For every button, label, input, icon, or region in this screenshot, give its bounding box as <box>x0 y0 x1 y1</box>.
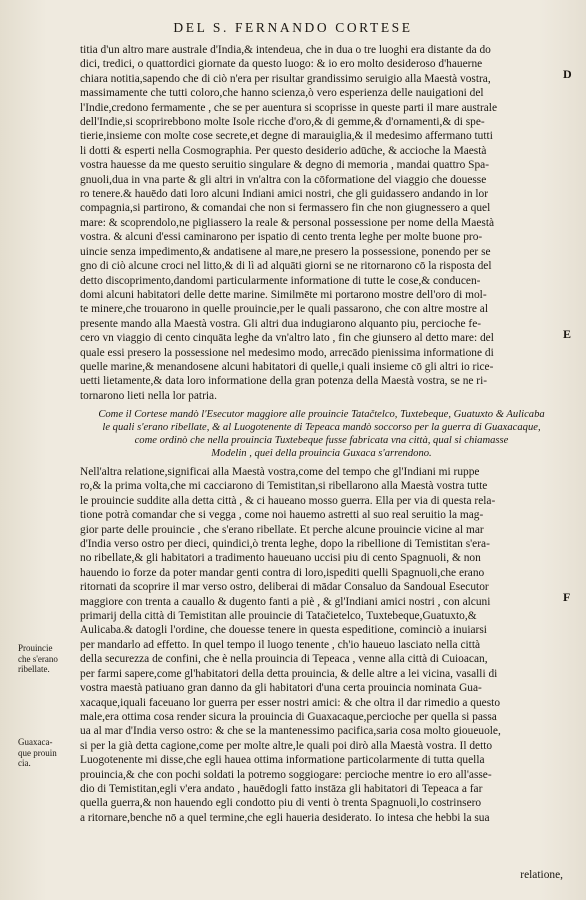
chapter-caption <box>80 408 563 460</box>
paragraph-2-line: della securezza de confini, che è nella prouincia di Tepeaca , venne alla città di Cuioacan, <box>80 653 488 666</box>
paragraph-1-line: mare: & scoprendolo,ne pigliassero la reale & personal possessione per nome della Maestà <box>80 216 495 229</box>
paragraph-2-line: hauendo io forze da poter mandar genti contra di loro,ispediti quelli Spagnuoli,che erano <box>80 566 485 579</box>
paragraph-1-line: domi alcuni habitatori delle dette marine. Similmēte mi portarono mostre dell'oro di mol- <box>80 288 487 301</box>
paragraph-2-line: Luogotenente mi disse,che egli hauea ottima informatione particolarmente di tutta quella <box>80 754 485 767</box>
paragraph-2-line: per mandarlo ad effetto. In quel tempo il luogo tenente , ch'io haueuo lasciato nella città <box>80 638 481 651</box>
paragraph-2-line: Nell'altra relatione,significai alla Maestà vostra,come del tempo che gl'Indiani mi ruppe <box>80 466 480 478</box>
margin-note-provinces <box>18 643 78 675</box>
paragraph-2-line: prouincia,& che con pochi soldati la potremo soggiogare: percioche mentre io ero all'asse- <box>80 768 492 781</box>
paragraph-1-line: l'Indie,credono fermamente , che se per auentura si scoprisse in queste parti il mare australe <box>80 101 498 114</box>
paragraph-1-line: titia d'un altro mare australe d'India,& intendeua, che in dua o tre luoghi era distante da do <box>80 44 491 56</box>
signature-mark-f: F <box>563 590 571 604</box>
paragraph-2-line: ua al mar d'India verso ostro: & che se la mantenessimo pacifica,saria cosa molto gioueuole, <box>80 725 501 738</box>
paragraph-1-line: te minere,che trouarono in quelle prouincie,per le quali passarono, che con altre mostre al <box>80 303 489 316</box>
catchword: relatione, <box>520 869 563 881</box>
running-title: DEL S. FERNANDO CORTESE <box>173 20 413 35</box>
paragraph-2-line: gior parte delle prouincie , che s'erano ribellate. Et perche alcune prouincie vicine al mar <box>80 523 484 536</box>
paragraph-1-line: gno di ciò alcune croci nel litto,& di lì ad alquāti giorni se ne ritornarono cō la risposta del <box>80 260 492 273</box>
caption-line: le quali s'erano ribellate, & al Luogotenente di Tepeaca mandò soccorso per la guerra di Guaxacaque, <box>102 422 541 433</box>
paragraph-1-line: dell'Indie,si scoprirebbono molte Isole ricche d'oro,& di gemme,& d'ornamenti,& di spe- <box>80 116 485 129</box>
paragraph-1-line: detto discoprimento,dandomi particularmente informatione di tutte le cose,& conducen- <box>80 274 481 287</box>
paragraph-1-line: tierie,insieme con molte cose secrete,et degne di marauiglia,& il medesimo affermano tutti <box>80 130 493 143</box>
caption-line: come ordinò che nella prouincia Tuxtebeque fusse fabricata vna città, qual si chiamasse <box>134 435 509 446</box>
paragraph-1-line: li dotti & esperti nella Cosmographia. Per questo desiderio adūche, & accioche la Maestà <box>80 144 487 157</box>
paragraph-1-line: ro tenere.& hauēdo dati loro alcuni Indiani amici nostri, che gli guidassero andando in lor <box>80 188 489 201</box>
paragraph-1-line: uincie senza impedimento,& andatisene al mare,ne presero la possessione, ponendo per se <box>80 245 491 258</box>
paragraph-2-line: si per la già detta cagione,come per molte altre,le quali poi dirò alla Maestà vostra. Il detto <box>80 739 493 752</box>
paragraph-1-line: quale essi presero la possessione nel medesimo modo, arrecādo pienissima informatione di <box>80 346 494 359</box>
paragraph-1-line: vostra hauesse da me questo seruitio singulare & degno di memoria , mandai quattro Spa- <box>80 159 490 172</box>
paragraph-1-line: vostra. & alcuni d'essi caminarono per ispatio di cento trenta leghe per molte buone pro- <box>80 231 483 244</box>
signature-mark-e: E <box>563 327 572 341</box>
paragraph-1-line: chiara notitia,sapendo che di ciò n'era per risultar grandissimo seruigio alla Maestà vostra, <box>80 72 491 85</box>
paragraph-1-line: cero vn viaggio di cento cinquāta leghe da vn'altro lato , fin che giunsero al detto mare: del <box>80 332 494 345</box>
paragraph-2-line: d'India verso ostro per dieci, quindici,ò trenta leghe, dopo la ribellione di Temistitan s'era- <box>80 538 490 551</box>
paragraph-2-line: no ribellate,& gli habitatori a tradimento haueuano uccisi piu di cento Spagnuoli, & non <box>80 552 481 565</box>
margin-note-line: Guaxaca- <box>18 737 53 747</box>
margin-note-line: que prouin <box>18 747 57 758</box>
margin-note-line: ribellate. <box>18 664 50 674</box>
paragraph-2-line: a ritornare,benche nō a quel termine,che egli haueria desiderato. Io intesa che hebbi la sua <box>80 811 490 824</box>
paragraph-1-line: tornarono lieti nella lor patria. <box>80 389 217 402</box>
paragraph-2 <box>80 465 563 825</box>
caption-line: Modelin , quei della prouincia Guxaca s'arrendono. <box>211 448 432 459</box>
paragraph-2-line: maggiore con trenta a cauallo & dugento fanti a piè , & gl'Indiani amici nostri , con alcuni <box>80 595 491 608</box>
paragraph-2-line: tione potrà comandar che si vegga , come noi hauemo astretti al suo real seruitio la mag- <box>80 509 484 522</box>
margin-note-line: che s'erano <box>18 653 58 664</box>
paragraph-2-line: male,era ottima cosa render sicura la prouincia di Guaxacaque,percioche per quella si passa <box>80 710 497 723</box>
paragraph-1 <box>80 43 563 403</box>
paragraph-2-line: Aulicaba.& datogli l'ordine, che douesse tenere in questa espeditione, cominciò a inuiarsi <box>80 624 487 637</box>
margin-note-line: Prouincie <box>18 643 53 653</box>
paragraph-2-line: dio di Temistitan,egli v'era andato , hauēdogli fatto instāza gli habitatori di Tepeaca a far <box>80 782 483 795</box>
paragraph-2-line: ritornati da scoprire il mar verso ostro, deliberai di mādar Consaluo da Sandoual Esecutor <box>80 581 489 594</box>
paragraph-1-line: massimamente che tutti coloro,che hanno scienza,ò vero esperienza delle nauigationi del <box>80 87 484 100</box>
signature-mark-d: D <box>563 67 572 81</box>
paragraph-1-line: uetti lietamente,& data loro informatione della gran potenza della Maestà vostra, se ne ri- <box>80 375 488 388</box>
margin-note-guaxacaque <box>18 737 78 769</box>
paragraph-1-line: compagnia,si partirono, & comandai che non si fermassero fin che non giugnessero a quel <box>80 202 491 215</box>
paragraph-2-line: vostra maestà patiuano gran danno da gli habitatori d'una certa prouincia nominata Gua- <box>80 682 482 695</box>
paragraph-2-line: per farmi sapere,come gl'habitatori della detta prouincia, & delle altre a lei vicina, vasalli di <box>80 667 498 680</box>
paragraph-1-line: quelle marine,& menandosene alcuni habitatori di quelle,i quali insieme cō gli altri io rice- <box>80 360 494 373</box>
caption-line: Come il Cortese mandò l'Esecutor maggiore alle prouincie Tatačtelco, Tuxtebeque, Guatuxto & Aulicaba <box>98 409 545 420</box>
paragraph-2-line: xacaque,iquali faceuano lor guerra per esser nostri amici: & che oltra il dar rimedio a questo <box>80 696 501 709</box>
margin-note-line: cia. <box>18 758 31 768</box>
paragraph-1-line: presente mando alla Maestà vostra. Gli altri dua indugiarono alquanto piu, percioche fe- <box>80 317 482 330</box>
paragraph-2-line: ro,& la prima volta,che mi cacciarono di Temistitan,si ribellarono alla Maestà vostra tutte <box>80 480 488 493</box>
paragraph-1-line: dici, tredici, o quattordici giornate da questo luogo: & io ero molto desideroso d'hauerne <box>80 58 483 71</box>
paragraph-1-line: gnuoli,dua in vna parte & gli altri in vn'altra con la cōformatione del viaggio che douesse <box>80 173 487 186</box>
paragraph-2-line: le prouincie suddite alla detta città , & ci haueano mosso guerra. Ella per via di questa rela- <box>80 494 496 507</box>
paragraph-2-line: primarij della città di Temistitan alle prouincie di Tatačietelco, Tuxtebeque,Guatuxto,& <box>80 610 477 623</box>
paragraph-2-line: quella guerra,& non hauendo egli condotto piu di venti ò trenta Spagnuoli,lo costrinsero <box>80 797 482 810</box>
